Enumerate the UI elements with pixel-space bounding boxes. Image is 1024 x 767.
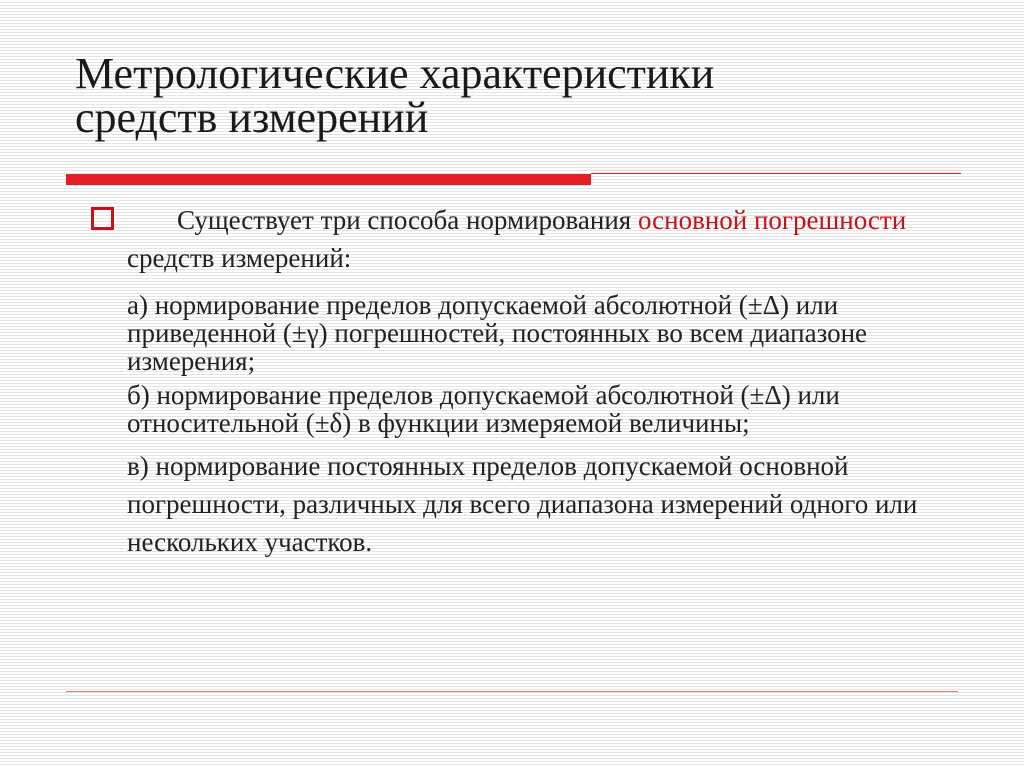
slide-body — [127, 201, 947, 561]
footer-divider — [66, 691, 958, 692]
title-line-2: средств измерений — [75, 93, 429, 142]
list-item-a: а) нормирование пределов допускаемой абсолютной (±Δ) или приведенной (±γ) погрешностей, постоянных во всем диапазоне измерения; — [127, 290, 868, 376]
title-line-1: Метрологические характеристики — [75, 49, 715, 98]
intro-text-end: средств измерений: — [127, 243, 352, 273]
list-item-b: б) нормирование пределов допускаемой абсолютной (±Δ) или относительной (±δ) в функции измеряемой величины; — [127, 380, 840, 438]
intro-paragraph — [127, 201, 947, 277]
title-underline-thick — [66, 174, 591, 185]
title-underline-thin — [591, 173, 961, 174]
intro-text-start: Существует три способа нормирования — [177, 205, 638, 235]
intro-highlight: основной погрешности — [637, 205, 907, 235]
list-item-c: в) нормирование постоянных пределов допускаемой основной погрешности, различных для всего диапазона измерений одного или нескольких участков. — [127, 451, 918, 557]
hollow-square-icon — [91, 207, 114, 230]
slide-title — [75, 49, 955, 142]
